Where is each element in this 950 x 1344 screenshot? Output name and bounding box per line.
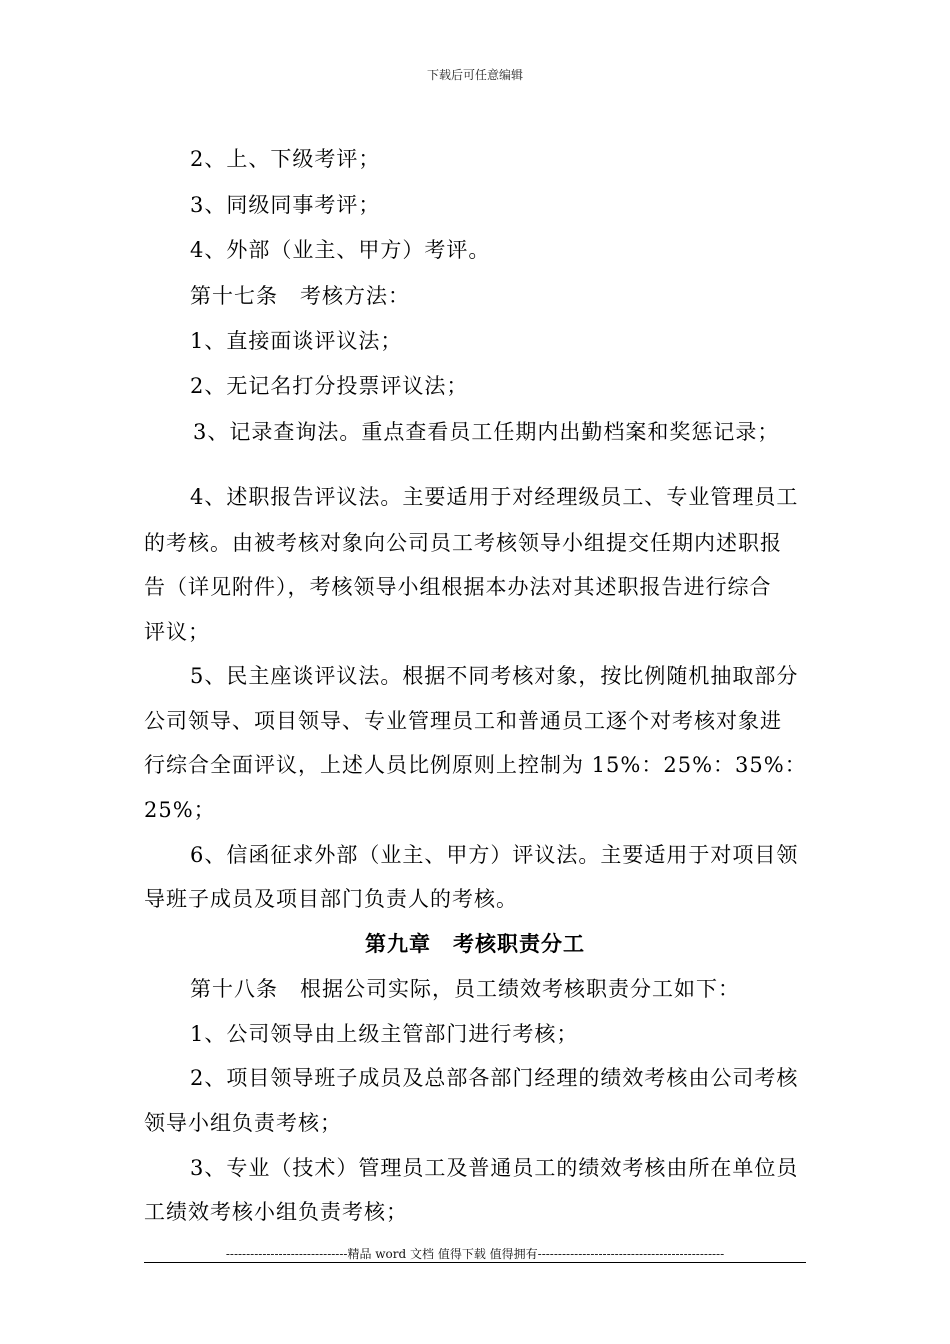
footer-text: ------------------------------精品 word 文档 值得下载 值得拥有---------------------------------------------- (225, 1247, 725, 1261)
text-line: 1、公司领导由上级主管部门进行考核； (190, 1022, 579, 1046)
text-line: 3、专业（技术）管理员工及普通员工的绩效考核由所在单位员 (190, 1156, 799, 1180)
article-18-title: 第十八条 根据公司实际，员工绩效考核职责分工如下： (190, 977, 740, 1001)
text-line: 2、上、下级考评； (190, 147, 381, 171)
footer-rule (144, 1262, 806, 1263)
text-line: 评议； (144, 620, 210, 644)
header-note: 下载后可任意编辑 (426, 68, 523, 82)
text-line: 5、民主座谈评议法。根据不同考核对象，按比例随机抽取部分 (190, 664, 799, 688)
article-17-title: 第十七条 考核方法： (190, 284, 410, 308)
text-line: 公司领导、项目领导、专业管理员工和普通员工逐个对考核对象进 (144, 709, 782, 733)
text-line: 4、述职报告评议法。主要适用于对经理级员工、专业管理员工 (190, 485, 799, 509)
text-line: 告（详见附件），考核领导小组根据本办法对其述职报告进行综合 (144, 575, 772, 599)
text-line: 工绩效考核小组负责考核； (144, 1200, 408, 1224)
text-line: 3、记录查询法。重点查看员工任期内出勤档案和奖惩记录； (193, 420, 780, 444)
text-line: 的考核。由被考核对象向公司员工考核领导小组提交任期内述职报 (144, 531, 782, 555)
text-line: 导班子成员及项目部门负责人的考核。 (144, 887, 518, 911)
text-line: 3、同级同事考评； (190, 193, 381, 217)
text-line: 25%； (144, 798, 216, 822)
text-line: 4、外部（业主、甲方）考评。 (190, 238, 491, 262)
text-line: 6、信函征求外部（业主、甲方）评议法。主要适用于对项目领 (190, 843, 799, 867)
text-line: 2、无记名打分投票评议法； (190, 374, 469, 398)
text-line: 1、直接面谈评议法； (190, 329, 403, 353)
text-line: 2、项目领导班子成员及总部各部门经理的绩效考核由公司考核 (190, 1066, 799, 1090)
text-line: 行综合全面评议，上述人员比例原则上控制为 15%：25%：35%： (144, 753, 807, 777)
text-line: 领导小组负责考核； (144, 1111, 342, 1135)
chapter-heading: 第九章 考核职责分工 (365, 931, 585, 956)
